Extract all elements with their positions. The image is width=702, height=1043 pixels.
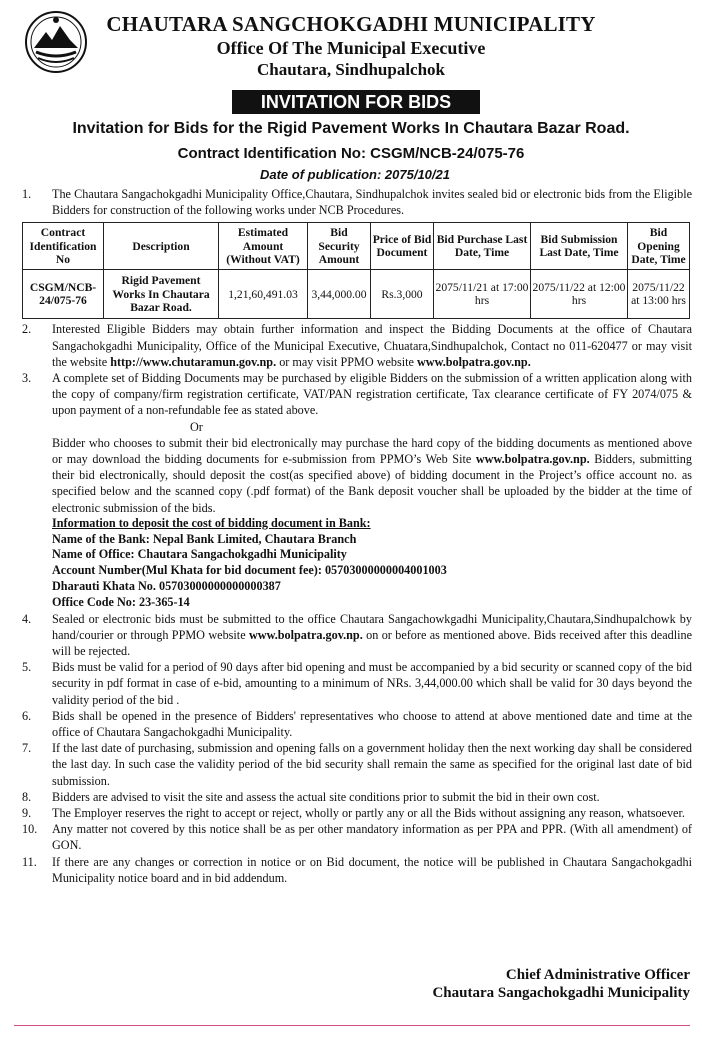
bid-details-table <box>22 222 690 319</box>
bank-office-name: Name of Office: Chautara Sangachokgadhi Municipality <box>52 547 347 562</box>
bottom-divider <box>14 1025 690 1026</box>
table-cell: 1,21,60,491.03 <box>219 270 308 319</box>
clause-text: or may visit PPMO website <box>276 354 417 369</box>
clause-6 <box>22 708 692 740</box>
ppmo-website-link[interactable]: www.bolpatra.gov.np. <box>475 452 590 467</box>
clause-number: 6. <box>22 708 32 723</box>
clause-number: 2. <box>22 322 32 337</box>
clause-text: If there are any changes or correction in notice or on Bid document, the notice will be published in Chautara Sangachokgadhi Municipality notice board and in bid addendum. <box>52 854 692 885</box>
clause-text: Bidders, submitting their bid electronically, should deposit the cost(as specified above) of bidding document in the Project’s office account no. as specified below and the scanned copy (.pdf format) of the Bank deposit voucher shall be uploaded by the bidder at the time of electronic submission of the bids. <box>52 452 692 515</box>
signatory-title: Chief Administrative Officer <box>505 967 690 983</box>
clause-text: The Chautara Sangachokgadhi Municipality Office,Chautara, Sindhupalchok invites sealed bid or electronic bids from the Eligible Bidders for construction of the following works under NCB Procedures. <box>52 187 692 218</box>
table-header: Price of Bid Document <box>371 223 434 270</box>
clause-10 <box>22 821 692 853</box>
ppmo-website-link[interactable]: www.bolpatra.gov.np. <box>416 354 531 369</box>
bank-account-number: Account Number(Mul Khata for bid document fee): 05703000000004001003 <box>52 563 447 578</box>
clause-text: If the last date of purchasing, submission and opening falls on a government holiday then the next working day shall be considered the last day. In such case the validity period of the bid security shall remain the same as specified for the original last date of bid submission. <box>52 741 692 788</box>
clause-text: Sealed or electronic bids must be submitted to the office Chautara Sangachowkgadhi Municipality,Chautara,Sindhupalchowk by hand/courier or through PPMO website <box>52 611 692 642</box>
or-separator: Or <box>190 419 203 434</box>
clause-number: 5. <box>22 660 32 675</box>
clause-1 <box>22 186 692 218</box>
municipality-website-link[interactable]: http://www.chutaramun.gov.np. <box>110 354 277 369</box>
table-header: Bid Security Amount <box>308 223 371 270</box>
bank-info-heading: Information to deposit the cost of bidding document in Bank: <box>52 515 371 530</box>
table-cell: Rs.3,000 <box>371 270 434 319</box>
notice-body <box>22 186 692 886</box>
table-cell: 3,44,000.00 <box>308 270 371 319</box>
clause-text: Bidder who chooses to submit their bid electronically may purchase the hard copy of the bidding documents as mentioned above or may download the bidding documents for e-submission from PPMO’s Web Site <box>52 435 692 467</box>
clause-3 <box>22 370 692 516</box>
bank-name: Name of the Bank: Nepal Bank Limited, Chautara Branch <box>52 531 357 546</box>
table-header: Bid Submission Last Date, Time <box>531 223 628 270</box>
ppmo-website-link[interactable]: www.bolpatra.gov.np. <box>248 627 363 642</box>
table-header: Contract Identification No <box>23 223 104 270</box>
clause-8 <box>22 789 692 805</box>
office-name: Office Of The Municipal Executive <box>216 38 486 58</box>
clause-number: 9. <box>22 806 32 821</box>
signatory-organization: Chautara Sangachokgadhi Municipality <box>432 985 690 1001</box>
clause-number: 1. <box>22 187 32 201</box>
clause-number: 7. <box>22 741 32 756</box>
notice-title: Invitation for Bids for the Rigid Pavement Works In Chautara Bazar Road. <box>72 120 630 137</box>
table-cell: CSGM/NCB-24/075-76 <box>23 270 104 319</box>
table-cell: 2075/11/22 at 13:00 hrs <box>628 270 690 319</box>
publication-date: Date of publication: 2075/10/21 <box>259 167 450 182</box>
clause-text: Interested Eligible Bidders may obtain further information and inspect the Bidding Documents at the office of Chautara Sangachokgadhi Municipality, Office of the Municipal Executive, Chuatara,Sindhupalchok, Contact no 011-620477 or may visit the website <box>52 322 692 369</box>
table-header-row <box>23 223 690 270</box>
clause-text: Any matter not covered by this notice shall be as per other mandatory information as per PPA and PPR. (With all amendment) of GON. <box>52 822 692 853</box>
bank-info <box>52 516 692 611</box>
office-location: Chautara, Sindhupalchok <box>256 60 446 79</box>
clause-number: 3. <box>22 371 32 386</box>
signature-block <box>432 966 690 1002</box>
clause-text: Bids shall be opened in the presence of Bidders' representatives who choose to attend at above mentioned date and time at the office of Chautara Sangachokgadhi Municipality. <box>52 708 692 740</box>
table-header: Bid Purchase Last Date, Time <box>434 223 531 270</box>
clause-number: 8. <box>22 789 32 804</box>
clause-text: Bids must be valid for a period of 90 days after bid opening and must be accompanied by a bid security or scanned copy of the bid security in pdf format in case of e-bid, amounting to a minimum of NRs. 3,44,000.00 which shall be valid for 30 days beyond the validity period of the bid . <box>52 660 692 707</box>
table-row <box>23 270 690 319</box>
clause-text: on or before as mentioned above. Bids received after this deadline will be rejected. <box>52 627 692 659</box>
clause-number: 10. <box>22 822 38 837</box>
clause-text: Bidders are advised to visit the site and assess the actual site conditions prior to submit the bid in their own cost. <box>52 789 600 804</box>
table-header: Description <box>104 223 219 270</box>
clause-7 <box>22 740 692 789</box>
table-cell: 2075/11/21 at 17:00 hrs <box>434 270 531 319</box>
table-cell: 2075/11/22 at 12:00 hrs <box>531 270 628 319</box>
clause-number: 4. <box>22 611 32 626</box>
clause-2 <box>22 321 692 370</box>
invitation-banner: INVITATION FOR BIDS <box>232 90 480 114</box>
contract-id-heading: Contract Identification No: CSGM/NCB-24/075-76 <box>177 145 525 162</box>
clause-5 <box>22 659 692 708</box>
clause-9 <box>22 805 692 821</box>
dharauti-account: Dharauti Khata No. 05703000000000000387 <box>52 579 281 594</box>
clause-4 <box>22 611 692 660</box>
municipality-name: CHAUTARA SANGCHOKGADHI MUNICIPALITY <box>106 12 596 36</box>
clause-11 <box>22 854 692 886</box>
table-cell: Rigid Pavement Works In Chautara Bazar Road. <box>104 270 219 319</box>
clause-3b <box>52 435 692 516</box>
table-header: Estimated Amount (Without VAT) <box>219 223 308 270</box>
office-code: Office Code No: 23-365-14 <box>52 594 190 609</box>
clause-text: The Employer reserves the right to accept or reject, wholly or partly any or all the Bids without assigning any reason, whatsoever. <box>52 806 685 821</box>
clause-number: 11. <box>22 854 37 869</box>
clause-text: A complete set of Bidding Documents may be purchased by eligible Bidders on the submission of a written application along with the copy of company/firm registration certificate, VAT/PAN registration certificate, Tax clearance certificate of FY 2074/075 & upon payment of a non-refundable fee as stated above. <box>52 371 692 418</box>
table-header: Bid Opening Date, Time <box>628 223 690 270</box>
